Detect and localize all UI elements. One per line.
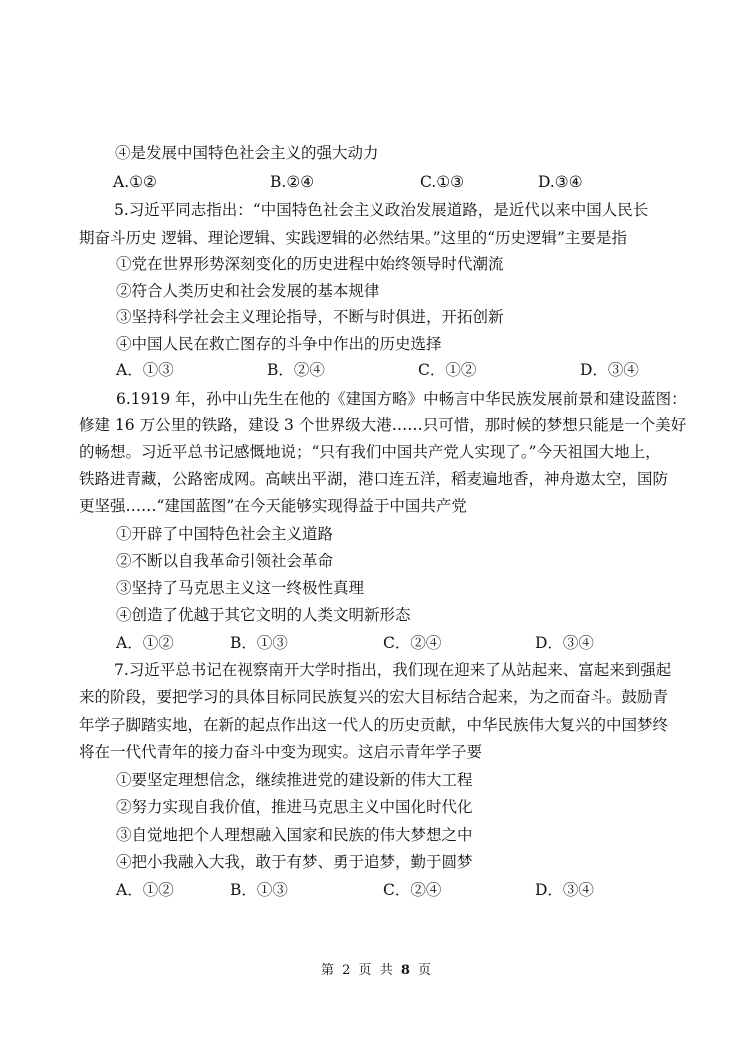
q5-item-3: ③坚持科学社会主义理论指导，不断与时俱进，开拓创新	[116, 308, 504, 326]
q6-option-d: D．③④	[535, 634, 594, 652]
q6-option-b: B．①③	[230, 634, 288, 652]
q7-item-4: ④把小我融入大我，敢于有梦、勇于追梦，勤于圆梦	[116, 853, 473, 871]
q6-option-a: A．①②	[116, 634, 174, 652]
footer-ye-1: 页	[358, 963, 372, 978]
q5-item-2: ②符合人类历史和社会发展的基本规律	[116, 282, 380, 300]
q7-stem-line-2: 来的阶段，要把学习的具体目标同民族复兴的宏大目标结合起来，为之而奋斗。鼓励青	[79, 688, 669, 706]
q6-stem-line-3: 的畅想。习近平总书记感慨地说；“只有我们中国共产党人实现了。”今天祖国大地上，	[79, 443, 661, 461]
q7-item-3: ③自觉地把个人理想融入国家和民族的伟大梦想之中	[116, 826, 473, 844]
q7-option-a: A．①②	[116, 881, 174, 899]
q6-item-2: ②不断以自我革命引领社会革命	[116, 552, 334, 570]
q6-item-4: ④创造了优越于其它文明的人类文明新形态	[116, 606, 411, 624]
q7-stem-line-1: 7.习近平总书记在视察南开大学时指出，我们现在迎来了从站起来、富起来到强起	[114, 661, 672, 679]
q6-item-3: ③坚持了马克思主义这一终极性真理	[116, 579, 365, 597]
q4-option-d: D.③④	[538, 173, 583, 191]
q6-stem-line-5: 更坚强……“建国蓝图”在今天能够实现得益于中国共产党	[79, 497, 467, 515]
q7-option-c: C．②④	[383, 881, 442, 899]
q7-item-1: ①要坚定理想信念，继续推进党的建设新的伟大工程	[116, 771, 473, 789]
footer-di: 第	[320, 963, 334, 978]
q5-option-a: A．①③	[116, 361, 174, 379]
q5-option-b: B．②④	[267, 361, 325, 379]
footer-ye-2: 页	[418, 963, 432, 978]
q6-stem-line-2: 修建 16 万公里的铁路，建设 3 个世界级大港……只可惜，那时候的梦想只能是一个美好	[79, 416, 687, 434]
footer-total-pages: 8	[400, 963, 410, 978]
q6-option-c: C．②④	[383, 634, 442, 652]
q7-option-d: D．③④	[535, 881, 594, 899]
q4-item-4: ④是发展中国特色社会主义的强大动力	[115, 144, 379, 162]
q6-item-1: ①开辟了中国特色社会主义道路	[116, 525, 334, 543]
footer-page-number: 2	[342, 963, 351, 978]
q6-stem-line-4: 铁路进青藏，公路密成网。高峡出平湖，港口连五洋，稻麦遍地香，神舟遨太空，国防	[79, 470, 669, 488]
footer-gong: 共	[379, 963, 393, 978]
q5-item-4: ④中国人民在救亡图存的斗争中作出的历史选择	[116, 335, 442, 353]
q5-option-c: C．①②	[418, 361, 477, 379]
q7-option-b: B．①③	[230, 881, 288, 899]
q6-stem-line-1: 6.1919 年，孙中山先生在他的《建国方略》中畅言中华民族发展前景和建设蓝图：	[116, 390, 687, 408]
q5-stem-line-2: 期奋斗历史 逻辑、理论逻辑、实践逻辑的必然结果。”这里的“历史逻辑”主要是指	[79, 229, 627, 247]
q4-option-a: A.①②	[113, 173, 157, 191]
page-footer	[0, 962, 752, 980]
q5-stem-line-1: 5.习近平同志指出：“中国特色社会主义政治发展道路，是近代以来中国人民长	[114, 201, 649, 219]
q5-item-1: ①党在世界形势深刻变化的历史进程中始终领导时代潮流	[116, 255, 504, 273]
q5-option-d: D．③④	[580, 361, 639, 379]
q7-stem-line-4: 将在一代代青年的接力奋斗中变为现实。这启示青年学子要	[79, 743, 483, 761]
q7-item-2: ②努力实现自我价值，推进马克思主义中国化时代化	[116, 798, 473, 816]
q4-option-b: B.②④	[270, 173, 315, 191]
q4-option-c: C.①③	[420, 173, 465, 191]
q7-stem-line-3: 年学子脚踏实地，在新的起点作出这一代人的历史贡献，中华民族伟大复兴的中国梦终	[79, 716, 669, 734]
